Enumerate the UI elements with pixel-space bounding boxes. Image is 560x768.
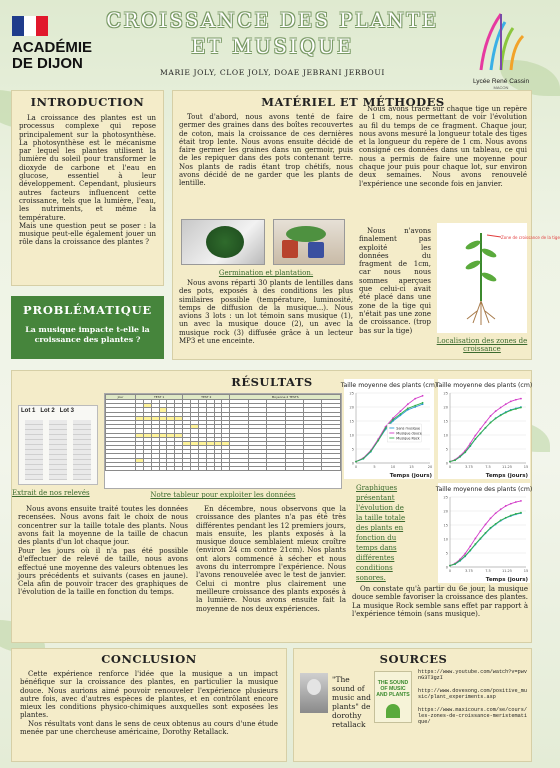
chart-point (500, 519, 502, 521)
chart-point (495, 418, 497, 420)
chart-y-tick-label: 5 (445, 447, 448, 452)
plant-diagram-label: Zone de croissance de la tige (501, 235, 560, 240)
chart-point (520, 500, 522, 502)
chart-x-label: Temps (jours) (389, 473, 432, 479)
chart-point (454, 459, 456, 461)
chart-y-tick-label: 20 (349, 405, 354, 410)
releve-sheet (49, 420, 67, 480)
chart-y-tick-label: 0 (351, 461, 354, 466)
problematique-title: PROBLÉMATIQUE (23, 303, 152, 317)
conclusion-panel (11, 648, 287, 762)
book-quote: "The sound of music and plants" de dorothy retallack (332, 675, 371, 729)
photo-plantation (273, 219, 345, 265)
chart-point (454, 563, 456, 565)
chart-legend-entry: Musique douce (396, 431, 422, 436)
plant-diagram (437, 223, 560, 333)
methodes-paragraph-1: Tout d'abord, nous avons tenté de faire germer des graines dans des boîtes recouvertes de coton, mais la croissance de ces dernières était trop lente. Nous avons ensuite décidé de faire germer les graines dans un germoir, puis de les repiquer dans des pots contenant terre. Nos plants de radis étant trop chétifs, nous avons décidé de ne garder que les plants de lentille. (179, 113, 353, 188)
chart-point (510, 409, 512, 411)
source-link[interactable]: http://www.dovesong.com/positive_music/plant_experiments.asp (418, 687, 527, 701)
chart-point (469, 445, 471, 447)
chart-point (407, 408, 409, 410)
book-plant-icon (386, 704, 400, 718)
chart-title: Taille moyenne des plants (cm) (340, 382, 438, 389)
chart-x-tick-label: 7.5 (485, 569, 491, 573)
chart-x-tick-label: 10 (390, 465, 396, 469)
chart-point (495, 512, 497, 514)
chart-x-tick-label: 0 (448, 465, 452, 469)
chart-point (474, 438, 476, 440)
source-link[interactable]: https://www.maxicours.com/se/cours/les-zones-de-croissance-meristematique/ (418, 706, 527, 726)
lots-photo (18, 405, 98, 485)
chart-point (474, 538, 476, 540)
conclusion-paragraph-1: Cette expérience renforce l'idée que la musique a un impact bénéfique sur la croissance des plantes, en particulier la musique douce. Nous aurions aimé pouvoir renouveler l'expérience plusieurs autre fois, avec d'autres espèces de plantes, et en contrôlant encore mieux les conditions physico-chimiques auxquelles sont exposées les plantes. (20, 670, 278, 720)
chart-legend-entry: Musique Rock (396, 436, 420, 441)
authors: MARIE JOLY, CLOE JOLY, DOAE JEBRANI JERBOUI (160, 68, 385, 77)
chart-point (510, 401, 512, 403)
chart-series-line (450, 513, 521, 565)
lot-label: Lot 1 (21, 408, 36, 414)
chart-y-tick-label: 10 (443, 433, 448, 438)
seedlings-icon (286, 226, 326, 242)
chart-point (370, 450, 372, 452)
chart-point (480, 530, 482, 532)
spreadsheet-col-label: Jour (106, 395, 136, 400)
chart-point (422, 402, 424, 404)
academie-name: ACADÉMIE DE DIJON (12, 39, 93, 72)
pot-icon (308, 242, 324, 258)
chart-point (515, 501, 517, 503)
chart-x-tick-label: 0 (354, 465, 358, 469)
chart-x-tick-label: 15 (523, 569, 529, 573)
chart-point (449, 565, 451, 567)
chart-point (505, 517, 507, 519)
chart-point (414, 405, 416, 407)
chart-y-tick-label: 15 (443, 523, 448, 528)
academie-logo (12, 16, 102, 72)
chart-decembre (340, 379, 438, 479)
chart-point (490, 415, 492, 417)
chart-point (474, 543, 476, 545)
chart-point (459, 456, 461, 458)
chart-point (515, 513, 517, 515)
chart-x-tick-label: 5 (373, 465, 376, 469)
chart-y-tick-label: 0 (445, 565, 448, 570)
chart-y-tick-label: 5 (445, 551, 448, 556)
book-cover (374, 671, 412, 723)
chart-point (515, 408, 517, 410)
lycee-name: Lycée René Cassin (472, 78, 530, 85)
methodes-paragraph-4: Nous n'avons finalement pas exploité les données du fragment de 1cm, car nous nous sommes aperçues que celui-ci avait été placé dans une zone de la tige qui n'était pas une zone de croissance. (trop bas sur la tige) (359, 227, 431, 335)
chart-point (400, 410, 402, 412)
chart-title: Taille moyenne des plants (cm) (435, 486, 533, 493)
chart-y-tick-label: 15 (443, 419, 448, 424)
methodes-panel (172, 90, 560, 360)
releves-caption: Extrait de nos relevés (12, 489, 90, 497)
chart-point (485, 524, 487, 526)
problematique-text: La musique impacte t-elle la croissance des plantes ? (25, 325, 150, 344)
chart-point (392, 419, 394, 421)
sources-title: SOURCES (379, 652, 448, 666)
methodes-paragraph-2: Nous avons réparti 30 plants de lentilles dans des pots, exposés à des conditions les plus similaires possible (température, luminosité, temps de diffusion de la musique...). Nous avions 3 lots : un lot témoin sans musique (1), un avec la musique douce (2), un avec la musique rock (3) diffusée grâce à un lecteur MP3 et une enceinte. (179, 279, 353, 346)
resultats-panel (11, 370, 532, 643)
resultats-paragraph-2: Pour les jours où il n'a pas été possible d'effectuer de relevé de taille, nous avons effectué une moyenne des valeurs obtenues les jours précédents et suivants (cases en jaune). Cela afin de pouvoir tracer des graphiques de l'évolution de la taille en fonction du temps. (18, 547, 188, 597)
chart-point (469, 443, 471, 445)
intro-paragraph-1: La croissance des plantes est un processus complexe qui repose principalement sur la photosynthèse. La photosynthèse est le mécanisme par lequel les plantes utilisent la lumière du soleil pour transformer le dioxyde de carbone et l'eau en glucose, essentiel à leur développement. Cependant, plusieurs autres facteurs influencent cette croissance, tels que la lumière, l'eau, les nutriments, et même la température. (19, 114, 156, 222)
conclusion-paragraph-2: Nos résultats vont dans le sens de ceux obtenus au cours d'une étude menée par une chercheuse américaine, Dorothy Retallack. (20, 719, 278, 737)
chart-y-tick-label: 0 (445, 461, 448, 466)
chart-point (464, 451, 466, 453)
chart-point (520, 512, 522, 514)
chart-point (515, 399, 517, 401)
chart-x-tick-label: 15 (523, 465, 529, 469)
chart-y-tick-label: 25 (349, 391, 354, 396)
chart-point (449, 461, 451, 463)
chart-point (510, 503, 512, 505)
chart-point (490, 527, 492, 529)
chart-point (355, 461, 357, 463)
chart-point (520, 398, 522, 400)
chart-point (505, 403, 507, 405)
tableur-caption: Notre tableur pour exploiter les données (150, 491, 296, 499)
chart-point (459, 559, 461, 561)
chart-point (400, 413, 402, 415)
problematique-panel (11, 296, 164, 359)
spreadsheet-image (104, 393, 342, 489)
chart-x-tick-label: 20 (427, 465, 433, 469)
chart-point (495, 523, 497, 525)
chart-x-tick-label: 0 (448, 569, 452, 573)
chart-point (469, 545, 471, 547)
intro-title: INTRODUCTION (30, 95, 145, 109)
graphs-caption: Graphiques présentant l'évolution de la taille totale des plants en fonction du temps dans différentes conditions sonores. (356, 484, 406, 582)
plant-caption: Localisation des zones de croissance (436, 337, 528, 353)
germoir-plant-icon (206, 226, 244, 258)
resultats-paragraph-1: Nous avons ensuite traité toutes les données recensées. Nous avons fait le choix de nous concentrer sur la taille totale des plants. Nous avons fait la moyenne de la taille de chacun des plants d'un lot chaque jour. (18, 505, 188, 547)
resultats-paragraph-4: On constate qu'à partir du 6e jour, la musique douce semble favoriser la croissance des plantes. La musique Rock semble sans effet par rapport à l'expérience témoin (sans musique). (352, 585, 528, 618)
chart-y-tick-label: 25 (443, 495, 448, 500)
author-photo (300, 673, 328, 713)
chart-series-line (450, 407, 521, 462)
book-cover-title: THE SOUND OF MUSIC AND PLANTS (376, 680, 410, 698)
releve-sheet (25, 420, 43, 480)
chart-point (464, 555, 466, 557)
source-link[interactable]: https://www.youtube.com/watch?v=pwvnG3T3gzI (418, 669, 527, 682)
chart-title: Taille moyenne des plants (cm) (435, 382, 533, 389)
intro-paragraph-2: Mais une question peut se poser : la musique peut-elle également jouer un rôle dans la croissance des plantes ? (19, 221, 156, 247)
chart-x-tick-label: 15 (409, 465, 414, 469)
lycee-city: MACON (493, 85, 509, 90)
chart-legend-entry: Sans musique (396, 426, 421, 431)
intro-panel (11, 90, 164, 286)
photo-germoir (181, 219, 265, 265)
chart-point (505, 412, 507, 414)
sources-panel (293, 648, 532, 762)
chart-x-tick-label: 11.25 (501, 465, 513, 469)
chart-janvier (435, 379, 533, 479)
chart-point (464, 553, 466, 555)
chart-y-tick-label: 10 (443, 537, 448, 542)
chart-point (485, 427, 487, 429)
spreadsheet-header: TEST 1 (136, 395, 183, 400)
chart-point (500, 407, 502, 409)
resultats-paragraph-3: En décembre, nous observons que la croissance des plantes n'a pas été très différentes pendant les 12 premiers jours, mais ensuite, les plants exposés à la musique douce semblaient mieux croître (environ 24 cm contre 21cm). Nos plants ont alors commencé à sécher et nous avons du interrompre l'expérience. Nous l'avons renouvelée avec le test de janvier. Celui ci montre plus clairement une meilleure croissance des plants exposés à la lumière. Nous avons ensuite fait la moyenne de nos deux expériences. (196, 505, 346, 613)
chart-point (414, 398, 416, 400)
title-line-2: ET MUSIQUE (191, 35, 354, 58)
chart-x-tick-label: 11.25 (501, 569, 513, 573)
spreadsheet-table (105, 394, 341, 471)
chart-point (363, 458, 365, 460)
chart-point (485, 422, 487, 424)
chart-x-tick-label: 3.75 (465, 569, 473, 573)
chart-point (469, 549, 471, 551)
chart-y-tick-label: 25 (443, 391, 448, 396)
chart-point (485, 532, 487, 534)
pot-icon (282, 240, 298, 258)
chart-x-label: Temps (jours) (485, 577, 528, 583)
chart-series-line (450, 399, 521, 462)
chart-x-label: Temps (jours) (485, 473, 528, 479)
lot-label: Lot 2 (40, 408, 55, 414)
chart-point (480, 428, 482, 430)
chart-point (500, 415, 502, 417)
chart-moyenne (435, 483, 533, 583)
french-flag-icon (12, 16, 48, 36)
chart-point (480, 538, 482, 540)
chart-y-tick-label: 10 (349, 433, 354, 438)
releve-sheet (73, 420, 91, 480)
chart-point (422, 395, 424, 397)
chart-y-tick-label: 20 (443, 405, 448, 410)
chart-point (480, 432, 482, 434)
chart-point (407, 403, 409, 405)
chart-y-tick-label: 5 (351, 447, 354, 452)
chart-series-line (450, 408, 521, 462)
chart-y-tick-label: 15 (349, 419, 354, 424)
lycee-logo (468, 6, 534, 90)
methodes-title: MATÉRIEL ET MÉTHODES (261, 95, 445, 109)
poster-title (100, 8, 445, 60)
title-line-1: CROISSANCE DES PLANTE (106, 9, 439, 32)
spreadsheet-header: TEST 2 (183, 395, 230, 400)
conclusion-title: CONCLUSION (101, 652, 197, 666)
chart-point (505, 505, 507, 507)
chart-point (500, 508, 502, 510)
chart-point (474, 435, 476, 437)
lots-labels (21, 408, 74, 414)
chart-x-tick-label: 3.75 (465, 465, 473, 469)
chart-y-tick-label: 20 (443, 509, 448, 514)
chart-x-tick-label: 7.5 (485, 465, 491, 469)
chart-point (377, 440, 379, 442)
chart-point (510, 515, 512, 517)
chart-point (490, 517, 492, 519)
photos-caption: Germination et plantation. (218, 269, 314, 277)
methodes-paragraph-3: Nous avons tracé sur chaque tige un repère de 1 cm, nous permettant de voir l'évolution au fil du temps de ce fragment. Chaque jour, nous avons mesuré la longueur totale des tiges et la longueur du repère de 1 cm. Nous avons consigné ces données dans un tableau, ce qui nous a permis de faire une moyenne pour chaque jour puis pour chaque lot, sur environ deux semaines. Nous avons renouvelé l'expérience une seconde fois en janvier. (359, 105, 527, 188)
resultats-title: RÉSULTATS (231, 375, 313, 389)
chart-point (495, 410, 497, 412)
spreadsheet-header: Moyenne 2 TESTS (230, 395, 341, 400)
chart-point (385, 427, 387, 429)
chart-point (520, 407, 522, 409)
lot-label: Lot 3 (59, 408, 75, 414)
sources-links (418, 669, 528, 726)
chart-point (490, 422, 492, 424)
lycee-logo-icon (471, 6, 531, 74)
author-face-icon (307, 679, 321, 695)
